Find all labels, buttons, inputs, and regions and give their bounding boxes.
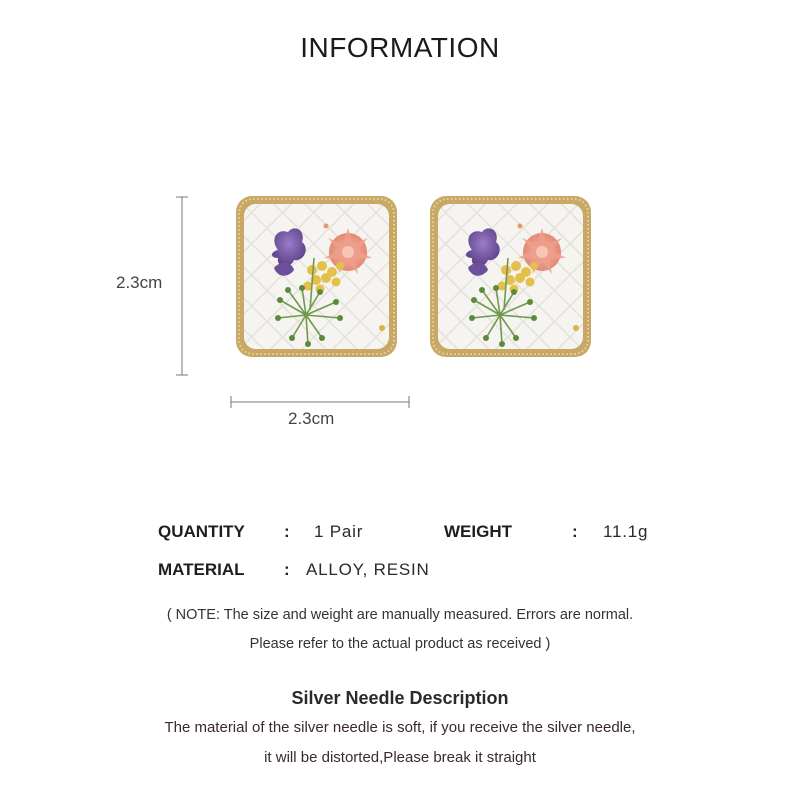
quantity-label: QUANTITY xyxy=(158,522,245,541)
silver-needle-title: Silver Needle Description xyxy=(291,688,509,708)
quantity-value: 1 Pair xyxy=(314,522,364,541)
material-label: MATERIAL xyxy=(158,560,245,579)
silver-needle-line-1: The material of the silver needle is soft, if you receive the silver needle, xyxy=(164,719,636,736)
weight-label: WEIGHT xyxy=(444,522,512,541)
width-label: 2.3cm xyxy=(288,409,335,428)
right-earring xyxy=(430,196,591,357)
material-value: ALLOY, RESIN xyxy=(306,560,430,579)
left-earring xyxy=(236,196,397,357)
silver-needle-line-2: it will be distorted,Please break it straight xyxy=(264,749,536,766)
note-line-1: ( NOTE: The size and weight are manually measured. Errors are normal. xyxy=(166,607,634,623)
quantity-colon: : xyxy=(284,522,290,541)
note-line-2: Please refer to the actual product as received ) xyxy=(249,636,551,652)
weight-colon: : xyxy=(572,522,578,541)
page-title: INFORMATION xyxy=(300,32,500,63)
height-dimension-line xyxy=(176,197,188,375)
material-colon: : xyxy=(284,560,290,579)
width-dimension-line xyxy=(231,396,409,408)
height-label: 2.3cm xyxy=(116,273,163,292)
weight-value: 11.1g xyxy=(603,522,649,541)
